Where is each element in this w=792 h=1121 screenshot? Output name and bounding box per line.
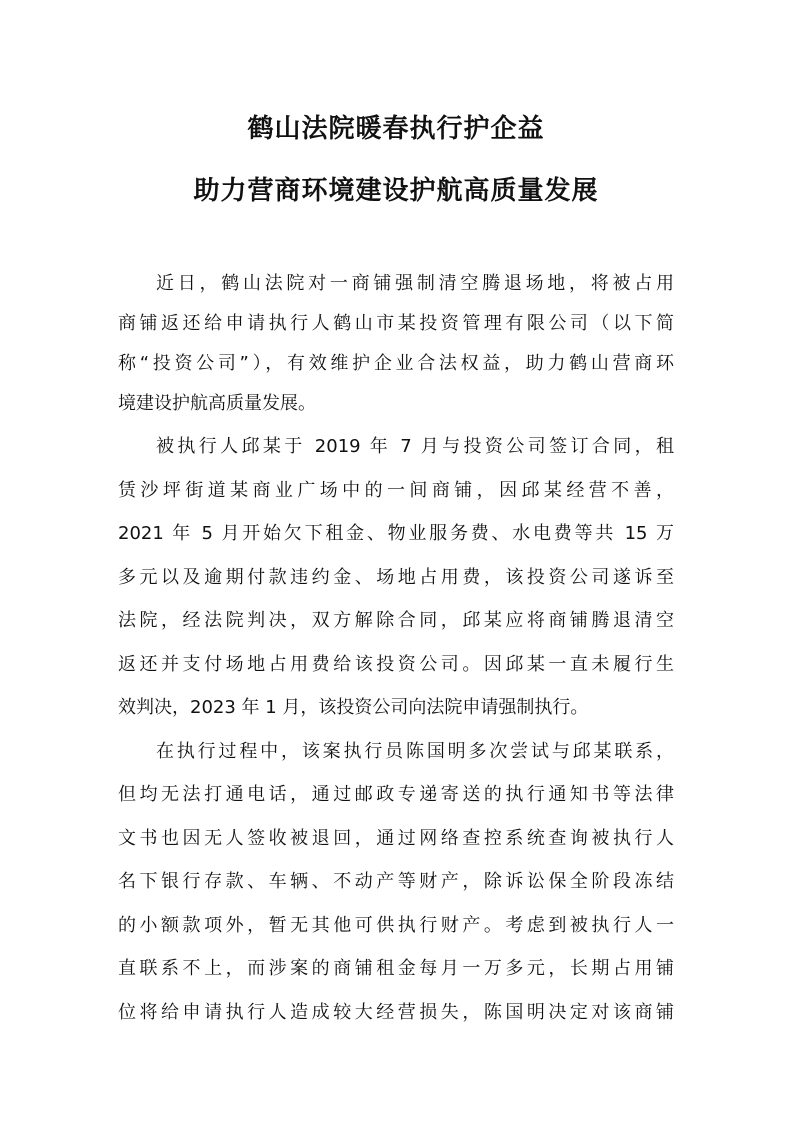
paragraph-2-line-4: 多元以及逾期付款违约金、场地占用费，该投资公司遂诉至: [118, 567, 674, 588]
paragraph-3-line-3: 文书也因无人签收被退回，通过网络查控系统查询被执行人: [118, 828, 674, 849]
paragraph-1-line-1: 近日，鹤山法院对一商铺强制清空腾退场地，将被占用: [156, 273, 674, 294]
paragraph-3-line-5: 的小额款项外，暂无其他可供执行财产。考虑到被执行人一: [118, 915, 674, 936]
document-title-line-2: 助力营商环境建设护航高质量发展: [193, 176, 599, 206]
paragraph-2-line-5: 法院，经法院判决，双方解除合同，邱某应将商铺腾退清空: [118, 610, 674, 631]
paragraph-1-line-4: 境建设护航高质量发展。: [118, 393, 316, 414]
paragraph-1-line-3: 称“投资公司”），有效维护企业合法权益，助力鹤山营商环: [118, 353, 674, 374]
paragraph-3-line-4: 名下银行存款、车辆、不动产等财产，除诉讼保全阶段冻结: [118, 871, 674, 892]
paragraph-1-line-2: 商铺返还给申请执行人鹤山市某投资管理有限公司（以下简: [118, 313, 674, 334]
paragraph-3-line-2: 但均无法打通电话，通过邮政专递寄送的执行通知书等法律: [118, 784, 674, 805]
paragraph-3-line-7: 位将给申请执行人造成较大经营损失，陈国明决定对该商铺: [118, 1002, 674, 1023]
paragraph-3-line-1: 在执行过程中，该案执行员陈国明多次尝试与邱某联系，: [156, 741, 674, 762]
paragraph-2-line-6: 返还并支付场地占用费给该投资公司。因邱某一直未履行生: [118, 654, 674, 675]
paragraph-3-line-6: 直联系不上，而涉案的商铺租金每月一万多元，长期占用铺: [118, 958, 674, 979]
paragraph-2-line-1: 被执行人邱某于 2019 年 7 月与投资公司签订合同，租: [156, 436, 674, 457]
document-title-line-1: 鹤山法院暖春执行护企益: [247, 114, 545, 144]
paragraph-2-line-7: 效判决，2023 年 1 月，该投资公司向法院申请强制执行。: [118, 697, 589, 718]
paragraph-2-line-2: 赁沙坪街道某商业广场中的一间商铺，因邱某经营不善，: [118, 480, 674, 501]
paragraph-2-line-3: 2021 年 5 月开始欠下租金、物业服务费、水电费等共 15 万: [118, 523, 674, 544]
